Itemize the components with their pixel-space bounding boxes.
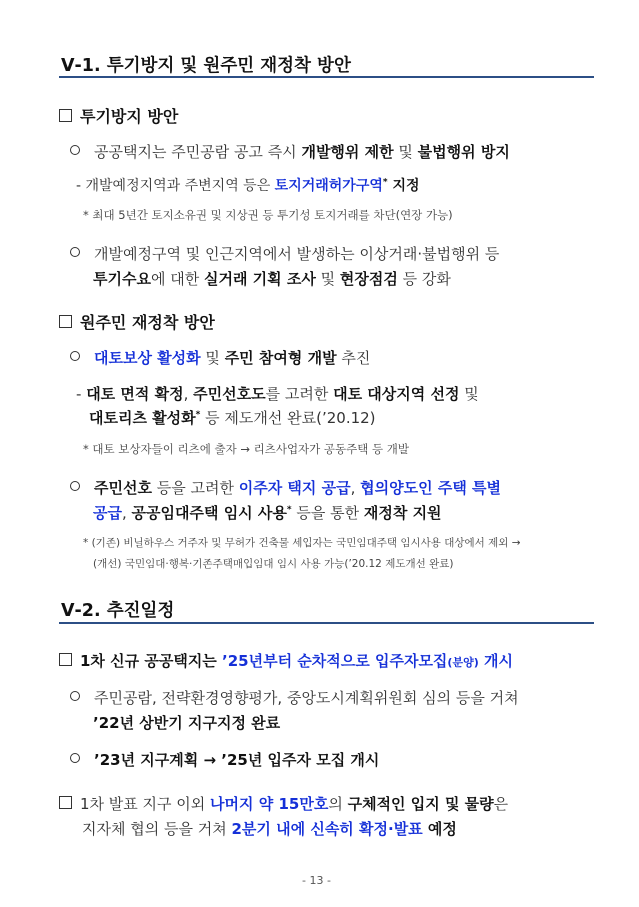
subsection-heading-resettlement: 원주민 재정착 방안 [59, 310, 215, 333]
bullet-item: 공공택지는 주민공람 공고 즉시 개발행위 제한 및 불법행위 방지 [70, 141, 510, 162]
dash-item-continued: 대토리츠 활성화* 등 제도개선 완료(’20.12) [89, 409, 376, 427]
circle-bullet-icon [70, 753, 80, 763]
square-bullet-icon [59, 653, 72, 666]
footnote: * (기존) 비닐하우스 거주자 및 무허가 건축물 세입자는 국민임대주택 임시사용 대상에서 제외 → [83, 537, 521, 549]
bullet-item: 주민공람, 전략환경영향평가, 중앙도시계획위원회 심의 등을 거쳐 [70, 687, 519, 708]
bullet-item: 주민선호 등을 고려한 이주자 택지 공급, 협의양도인 주택 특별 [70, 477, 501, 498]
circle-bullet-icon [70, 481, 80, 491]
circle-bullet-icon [70, 247, 80, 257]
circle-bullet-icon [70, 691, 80, 701]
schedule-item-1: 1차 신규 공공택지는 ’25년부터 순차적으로 입주자모집(분양) 개시 [59, 650, 513, 671]
section-title-1: Ⅴ-1. 투기방지 및 원주민 재정착 방안 [61, 56, 351, 76]
square-bullet-icon [59, 109, 72, 122]
dash-item: - 대토 면적 확정, 주민선호도를 고려한 대토 대상지역 선정 및 [76, 385, 479, 403]
circle-bullet-icon [70, 351, 80, 361]
dash-item: - 개발예정지역과 주변지역 등은 토지거래허가구역* 지정 [76, 177, 420, 194]
schedule-item-2-continued: 지자체 협의 등을 거쳐 2분기 내에 신속히 확정·발표 예정 [82, 820, 457, 838]
bullet-item: ’23년 지구계획 → ’25년 입주자 모집 개시 [70, 749, 379, 770]
section-rule [59, 622, 594, 624]
bullet-item: 대토보상 활성화 및 주민 참여형 개발 추진 [70, 347, 370, 368]
section-rule [59, 76, 594, 78]
footnote: * 최대 5년간 토지소유권 및 지상권 등 투기성 토지거래를 차단(연장 가능) [83, 208, 453, 222]
footnote: * 대토 보상자들이 리츠에 출자 → 리츠사업자가 공동주택 등 개발 [83, 442, 410, 456]
bullet-item: 개발예정구역 및 인근지역에서 발생하는 이상거래·불법행위 등 [70, 243, 499, 264]
page-number: - 13 - [302, 874, 331, 887]
section-title-2: Ⅴ-2. 추진일정 [61, 601, 175, 621]
bullet-item-continued: 공급, 공공임대주택 임시 사용* 등을 통한 재정착 지원 [93, 504, 442, 522]
footnote-continued: (개선) 국민임대·행복·기존주택매입임대 임시 사용 가능(’20.12 제도개선 완료) [93, 558, 454, 570]
schedule-item-2: 1차 발표 지구 이외 나머지 약 15만호의 구체적인 입지 및 물량은 [59, 793, 508, 814]
square-bullet-icon [59, 315, 72, 328]
circle-bullet-icon [70, 145, 80, 155]
square-bullet-icon [59, 796, 72, 809]
subsection-heading-speculation: 투기방지 방안 [59, 104, 178, 127]
bullet-item-continued: ’22년 상반기 지구지정 완료 [93, 714, 281, 732]
bullet-item-continued: 투기수요에 대한 실거래 기획 조사 및 현장점검 등 강화 [93, 270, 451, 288]
